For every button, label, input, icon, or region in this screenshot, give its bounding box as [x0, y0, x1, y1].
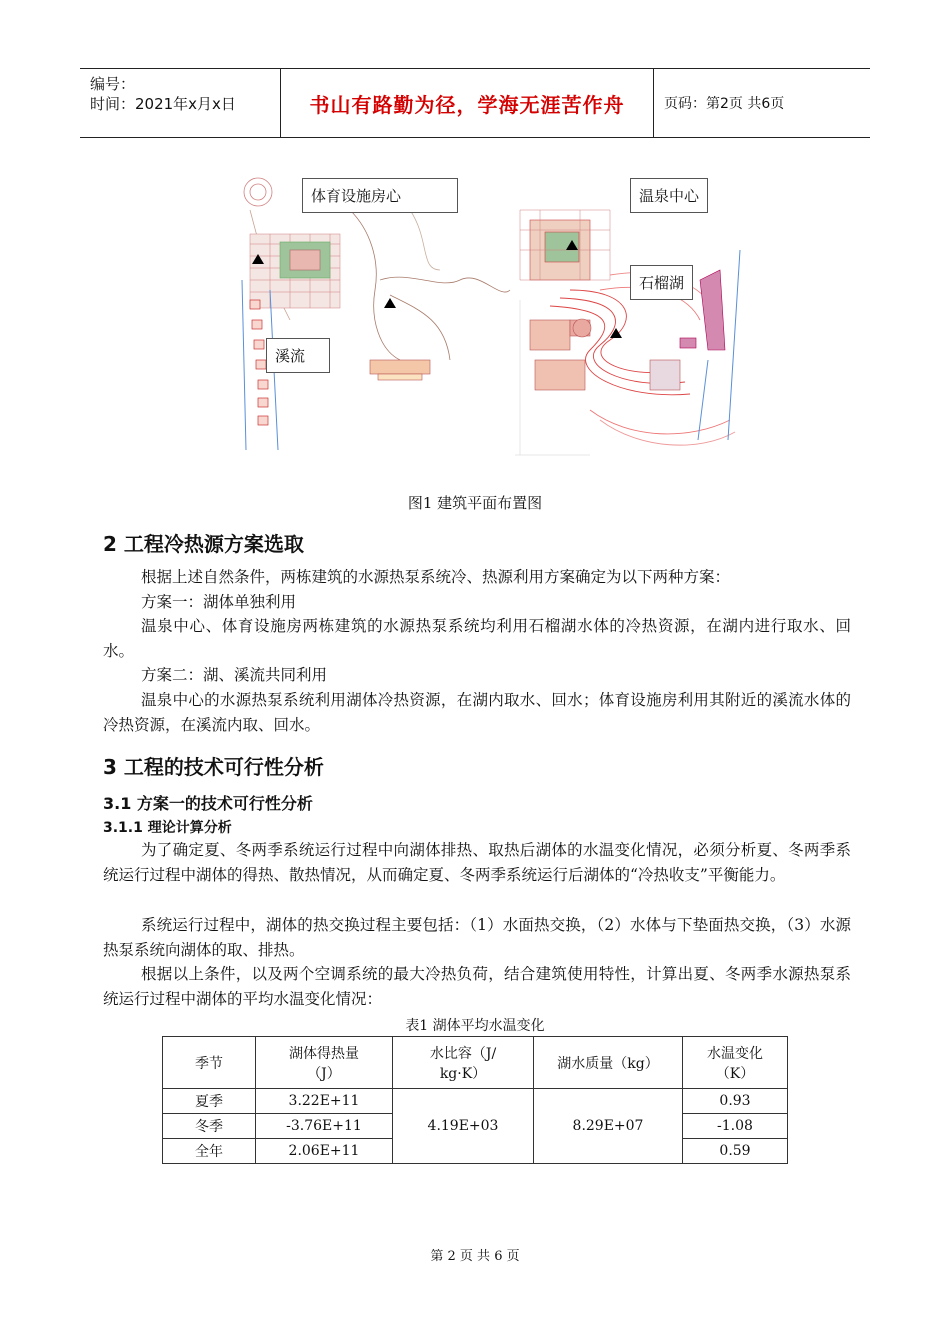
figure-caption: 图1 建筑平面布置图	[407, 494, 543, 512]
heat-cell: 3.22E+11	[256, 1089, 393, 1114]
section-3-1-heading: 3.1 方案一的技术可行性分析	[103, 794, 313, 813]
header-left	[80, 69, 280, 137]
callout-stream: 溪流	[266, 338, 330, 373]
specific-heat-cell: 4.19E+03	[393, 1089, 534, 1164]
page-indicator: 页码：第2页 共6页	[664, 96, 785, 112]
section-2-para-5: 温泉中心的水源热泵系统利用湖体冷热资源，在湖内取水、回水；体育设施房利用其附近的溪流水体的冷热资源，在溪流内取、回水。	[103, 691, 851, 734]
season-cell: 夏季	[163, 1089, 256, 1114]
table-caption: 表1 湖体平均水温变化	[405, 1018, 545, 1034]
table-row	[163, 1089, 788, 1114]
section-2-heading: 2 工程冷热源方案选取	[103, 532, 304, 556]
heat-cell: 2.06E+11	[256, 1139, 393, 1164]
callout-hot-spring-center: 温泉中心	[630, 178, 708, 213]
temp-change-cell: 0.59	[683, 1139, 788, 1164]
callout-sports-facility: 体育设施房心	[302, 178, 458, 213]
section-3-heading: 3 工程的技术可行性分析	[103, 755, 324, 779]
header-right	[654, 69, 870, 137]
table-header-cell: 水温变化 （K）	[683, 1037, 788, 1089]
section-2-para-3: 温泉中心、体育设施房两栋建筑的水源热泵系统均利用石榴湖水体的冷热资源，在湖内进行取水、回水。	[103, 617, 851, 660]
section-3-para-2: 系统运行过程中，湖体的热交换过程主要包括：（1）水面热交换，（2）水体与下垫面热交换，（3）水源热泵系统向湖体的取、排热。	[103, 916, 851, 959]
section-2-para-4: 方案二：湖、溪流共同利用	[141, 666, 328, 684]
season-cell: 全年	[163, 1139, 256, 1164]
section-3-para-1: 为了确定夏、冬两季系统运行过程中向湖体排热、取热后湖体的水温变化情况，必须分析夏、冬两季系统运行过程中湖体的得热、散热情况，从而确定夏、冬两季系统运行后湖体的“冷热收支”平衡能力。	[103, 841, 851, 884]
section-2-para-1: 根据上述自然条件，两栋建筑的水源热泵系统冷、热源利用方案确定为以下两种方案：	[141, 568, 731, 586]
season-cell: 冬季	[163, 1114, 256, 1139]
lake-temperature-table	[162, 1036, 788, 1164]
table-header-cell: 湖体得热量 （J）	[256, 1037, 393, 1089]
date-label: 时间：2021年x月x日	[90, 95, 236, 113]
section-3-para-3: 根据以上条件，以及两个空调系统的最大冷热负荷，结合建筑使用特性，计算出夏、冬两季水源热泵系统运行过程中湖体的平均水温变化情况：	[103, 965, 851, 1008]
page-header	[80, 68, 870, 138]
motto: 书山有路勤为径，学海无涯苦作舟	[309, 92, 625, 117]
table-header-cell: 湖水质量（kg）	[534, 1037, 683, 1089]
site-plan-drawing	[230, 170, 750, 460]
callout-pomegranate-lake: 石榴湖	[630, 265, 693, 300]
table-header-cell: 水比容（J/ kg·K）	[393, 1037, 534, 1089]
heat-cell: -3.76E+11	[256, 1114, 393, 1139]
header-center	[280, 69, 654, 137]
page-footer: 第 2 页 共 6 页	[430, 1249, 520, 1264]
site-plan-figure	[230, 170, 750, 460]
temp-change-cell: -1.08	[683, 1114, 788, 1139]
section-2-para-2: 方案一：湖体单独利用	[141, 593, 297, 611]
number-label: 编号：	[90, 75, 136, 93]
mass-cell: 8.29E+07	[534, 1089, 683, 1164]
table-header-cell: 季节	[163, 1037, 256, 1089]
section-3-1-1-heading: 3.1.1 理论计算分析	[103, 820, 232, 836]
table-header-row	[163, 1037, 788, 1089]
temp-change-cell: 0.93	[683, 1089, 788, 1114]
